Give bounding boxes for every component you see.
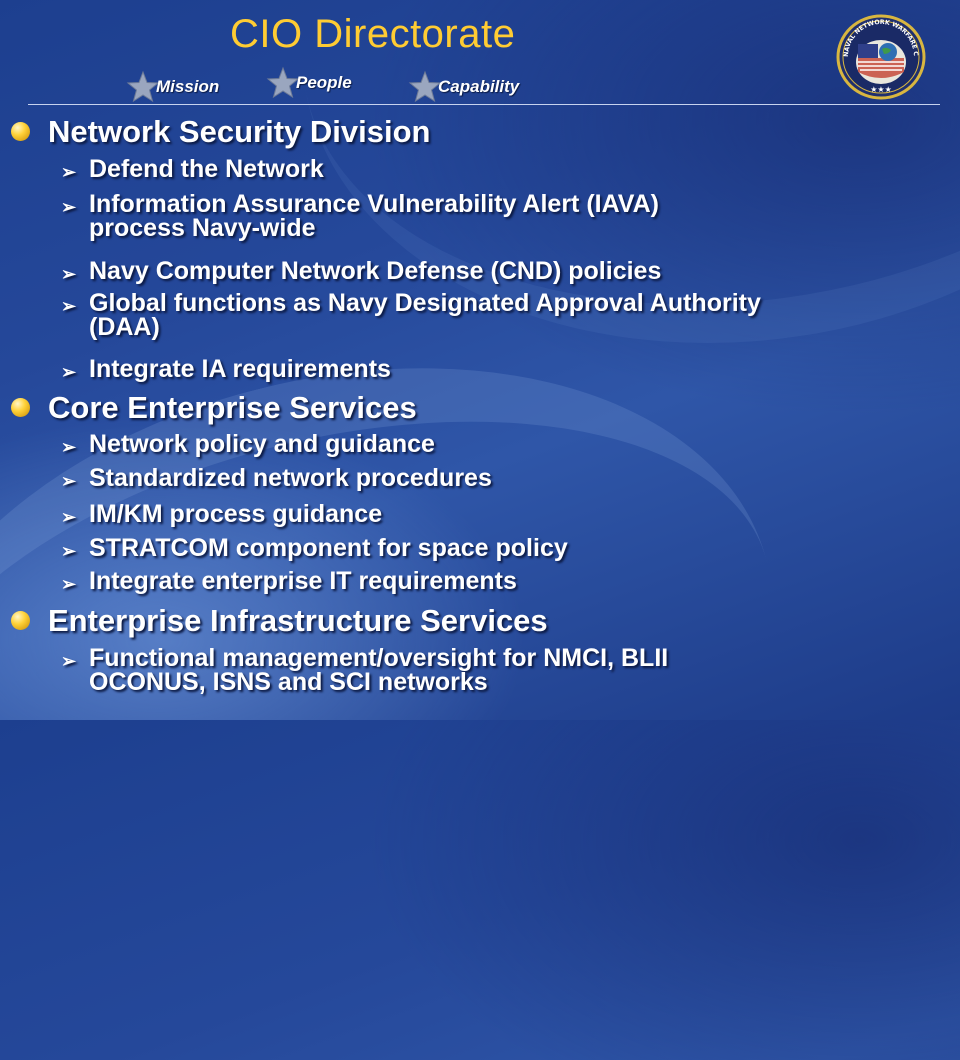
- list-item: ➢ Defend the Network: [61, 155, 324, 183]
- list-item: ➢ Standardized network procedures: [61, 464, 492, 492]
- command-seal-logo: [836, 14, 926, 104]
- list-item: ➢ Information Assurance Vulnerability Alert (IAVA) process Navy-wide: [61, 190, 659, 242]
- slide-title: CIO Directorate: [230, 12, 516, 56]
- arrow-bullet-icon: ➢: [61, 362, 77, 382]
- bullet-icon: [11, 611, 30, 630]
- list-item: ➢ Global functions as Navy Designated Approval Authority (DAA): [61, 289, 761, 341]
- arrow-bullet-icon: ➢: [61, 296, 77, 316]
- tag-label: People: [296, 73, 352, 92]
- list-item: ➢ Network policy and guidance: [61, 430, 435, 458]
- section-heading: Network Security Division: [48, 114, 430, 150]
- list-item: ➢ STRATCOM component for space policy: [61, 534, 568, 562]
- arrow-bullet-icon: ➢: [61, 162, 77, 182]
- bullet-icon: [11, 398, 30, 417]
- bullet-icon: [11, 122, 30, 141]
- arrow-bullet-icon: ➢: [61, 507, 77, 527]
- arrow-bullet-icon: ➢: [61, 651, 77, 671]
- list-item: ➢ IM/KM process guidance: [61, 500, 383, 528]
- list-item: ➢ Integrate enterprise IT requirements: [61, 567, 517, 595]
- list-item: ➢ Navy Computer Network Defense (CND) policies: [61, 257, 662, 285]
- list-item: ➢ Functional management/oversight for NMCI, BLII OCONUS, ISNS and SCI networks: [61, 644, 669, 696]
- list-item: ➢ Integrate IA requirements: [61, 355, 391, 383]
- arrow-bullet-icon: ➢: [61, 541, 77, 561]
- arrow-bullet-icon: ➢: [61, 574, 77, 594]
- star-icon: [126, 70, 160, 104]
- section-heading: Core Enterprise Services: [48, 390, 417, 426]
- arrow-bullet-icon: ➢: [61, 437, 77, 457]
- section-heading: Enterprise Infrastructure Services: [48, 603, 548, 639]
- star-icon: [266, 66, 300, 100]
- tag-mission: [126, 70, 219, 104]
- star-icon: [408, 70, 442, 104]
- seal-text: NAVAL NETWORK WARFARE C: [842, 18, 920, 58]
- header-divider: [28, 104, 940, 105]
- svg-text:★★★: ★★★: [870, 85, 892, 94]
- arrow-bullet-icon: ➢: [61, 471, 77, 491]
- tag-people: [266, 66, 352, 100]
- arrow-bullet-icon: ➢: [61, 264, 77, 284]
- tag-label: Capability: [438, 77, 520, 96]
- tagline: [0, 70, 600, 106]
- tag-capability: [408, 70, 519, 104]
- tag-label: Mission: [156, 77, 220, 96]
- arrow-bullet-icon: ➢: [61, 197, 77, 217]
